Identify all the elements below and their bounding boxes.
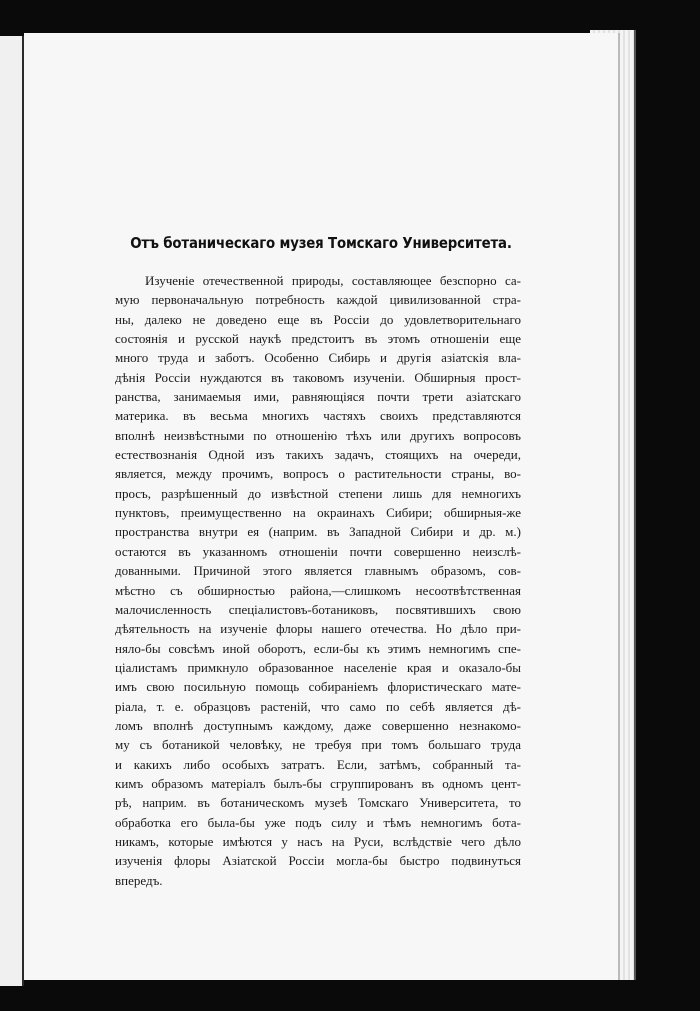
text-line: кимъ образомъ матеріалъ былъ-бы сгруппированъ въ одномъ цент-: [115, 775, 521, 791]
body-paragraph: [115, 271, 521, 890]
text-line: пунктовъ, преимущественно на окраинахъ Сибири; обширныя-же: [115, 505, 521, 521]
text-line: рѣ, наприм. въ ботаническомъ музеѣ Томскаго Университета, то: [115, 795, 521, 811]
text-line: пространства внутри ея (наприм. въ Западной Сибири и др. м.): [115, 524, 521, 540]
text-line: имъ свою посильную помощь собираніемъ флористическаго мате-: [115, 679, 521, 695]
text-line: ны, далеко не доведено еще въ Россіи до удовлетворительнаго: [115, 311, 521, 327]
text-line: мую первоначальную потребность каждой цивилизованной стра-: [115, 292, 521, 308]
text-line: впередъ.: [115, 872, 163, 888]
text-line: ранства, занимаемыя ими, равняющіяся почти трети азіатскаго: [115, 389, 521, 405]
text-line: дѣнія Россіи нуждаются въ таковомъ изученіи. Обширныя прост-: [115, 369, 521, 385]
text-line: естествознанія Одной изъ такихъ задачъ, стоящихъ на очереди,: [115, 447, 521, 463]
text-line: и какихъ либо особыхъ затратъ. Если, затѣмъ, собранный та-: [115, 756, 521, 772]
page-heading: Отъ ботаническаго музея Томскаго Университета.: [130, 234, 512, 252]
text-line: дѣятельность на изученіе флоры нашего отечества. Но дѣло при-: [115, 621, 521, 637]
text-line: Изученіе отечественной природы, составляющее безспорно са-: [145, 273, 521, 288]
document-page: [24, 33, 618, 980]
text-line: материка. въ весьма многихъ частяхъ своихъ представляются: [115, 408, 521, 424]
text-line: ріала, т. е. образцовъ растеній, что само по себѣ является дѣ-: [115, 698, 521, 714]
text-line: му съ ботаникой человѣку, не требуя при томъ большаго труда: [115, 737, 521, 753]
text-line: является, между прочимъ, вопросъ о растительности страны, во-: [115, 466, 521, 482]
text-line: много труда и заботъ. Особенно Сибирь и другія азіатскія вла-: [115, 350, 521, 366]
text-line: ломъ вполнѣ доступнымъ каждому, даже совершенно незнакомо-: [115, 717, 521, 733]
text-line: состоянія и русской наукѣ предстоитъ въ этомъ отношеніи еще: [115, 331, 521, 347]
text-line: никамъ, которые имѣются у насъ на Руси, вслѣдствіе чего дѣло: [115, 833, 521, 849]
text-line: обработка его была-бы уже подъ силу и тѣмъ немногимъ бота-: [115, 814, 521, 830]
text-line: остаются въ указанномъ отношеніи почти совершенно неизслѣ-: [115, 543, 521, 559]
text-line: малочисленность спеціалистовъ-ботаниковъ, посвятившихъ свою: [115, 601, 521, 617]
text-line: вполнѣ неизвѣстными по отношенію тѣхъ или другихъ вопросовъ: [115, 427, 521, 443]
text-line: дованными. Причиной этого является главнымъ образомъ, сов-: [115, 563, 521, 579]
text-line: ціалистамъ примкнуло образованное населеніе края и оказало-бы: [115, 659, 521, 675]
text-line: няло-бы совсѣмъ иной оборотъ, если-бы къ этимъ немногимъ спе-: [115, 640, 521, 656]
text-line: просъ, разрѣшенный до извѣстной степени лишь для немногихъ: [115, 485, 521, 501]
previous-page-edge: [0, 36, 24, 986]
text-line: мѣстно съ обширностью района,—слишкомъ несоотвѣтственная: [115, 582, 521, 598]
text-line: изученія флоры Азіатской Россіи могла-бы быстро подвинуться: [115, 853, 521, 869]
